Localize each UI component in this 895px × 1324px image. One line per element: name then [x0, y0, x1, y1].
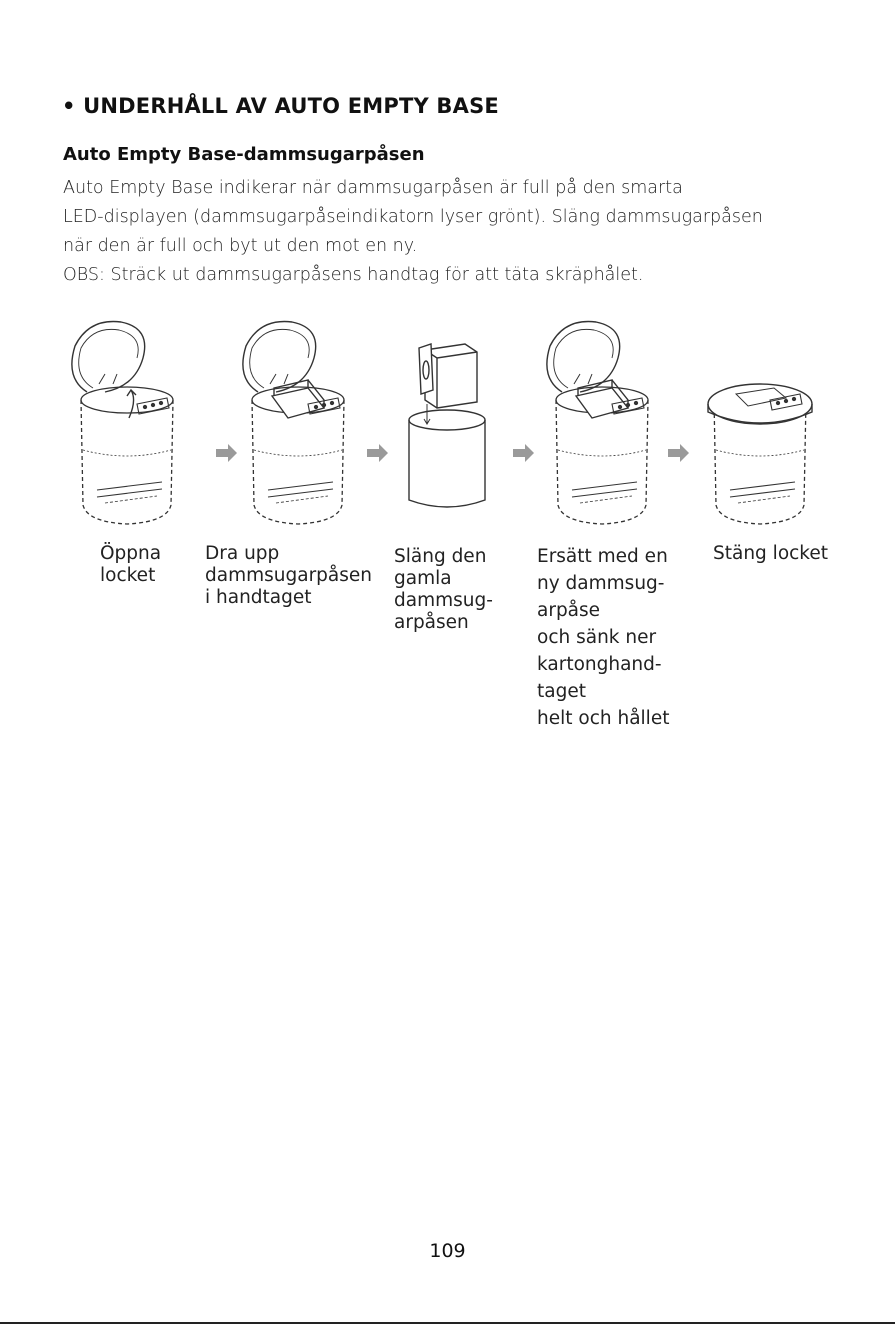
paragraph-line: när den är full och byt ut den mot en ny. — [63, 236, 418, 256]
caption-line: kartonghand- — [537, 654, 662, 675]
caption-line: taget — [537, 681, 586, 702]
caption-line: Släng den — [394, 546, 487, 567]
caption-line: arpåsen — [394, 612, 469, 633]
caption-line: Dra upp — [205, 543, 280, 564]
maintenance-steps-illustration — [0, 300, 895, 545]
arrow-icon — [513, 444, 534, 462]
caption-line: locket — [100, 565, 156, 586]
arrow-icon — [216, 444, 237, 462]
caption-line: helt och hållet — [537, 708, 670, 729]
subsection-heading: Auto Empty Base-dammsugarpåsen — [63, 144, 425, 165]
caption-line: Ersätt med en — [537, 546, 668, 567]
caption-line: gamla — [394, 568, 452, 589]
arrow-icon — [367, 444, 388, 462]
paragraph-line: OBS: Sträck ut dammsugarpåsens handtag för att täta skräphålet. — [63, 265, 644, 285]
step-caption-close-lid — [713, 543, 828, 565]
caption-line: Öppna — [100, 543, 162, 564]
paragraph-line: Auto Empty Base indikerar när dammsugarpåsen är full på den smarta — [63, 178, 683, 198]
page-number: 109 — [429, 1240, 466, 1262]
step-2-pull-bag-graphic — [243, 322, 344, 525]
caption-line: Stäng locket — [713, 543, 829, 564]
step-1-open-lid-graphic — [72, 322, 173, 525]
step-5-close-lid-graphic — [708, 384, 812, 524]
caption-line: dammsug- — [394, 590, 493, 611]
instruction-paragraph — [63, 174, 873, 290]
caption-line: i handtaget — [205, 587, 312, 608]
step-3-discard-bag-graphic — [409, 344, 485, 507]
caption-line: arpåse — [537, 600, 601, 621]
step-4-replace-bag-graphic — [547, 322, 648, 525]
step-caption-pull-bag — [205, 543, 372, 609]
paragraph-line: LED-displayen (dammsugarpåseindikatorn lyser grönt). Släng dammsugarpåsen — [63, 207, 763, 227]
step-caption-open-lid — [100, 543, 161, 587]
caption-line: ny dammsug- — [537, 573, 665, 594]
caption-line: dammsugarpåsen — [205, 565, 372, 586]
section-heading: • UNDERHÅLL AV AUTO EMPTY BASE — [62, 94, 499, 118]
step-caption-discard-bag — [394, 546, 493, 634]
caption-line: och sänk ner — [537, 627, 657, 648]
step-caption-replace-bag — [537, 543, 669, 732]
arrow-icon — [668, 444, 689, 462]
